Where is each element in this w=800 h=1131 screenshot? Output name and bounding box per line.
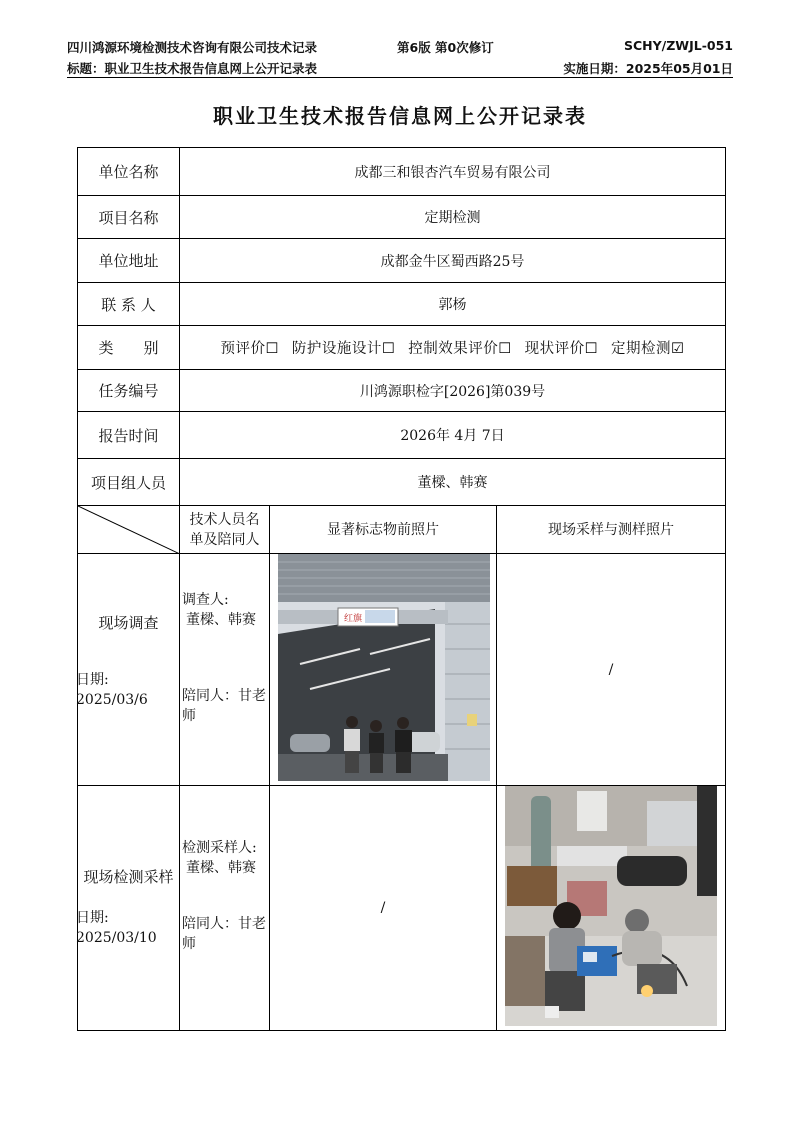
col-site-photo-header: 现场采样与测样照片 bbox=[497, 506, 726, 554]
diagonal-header-cell bbox=[78, 506, 180, 554]
survey-site-photo-cell: / bbox=[497, 554, 726, 786]
version-label: 第6版 第0次修订 bbox=[397, 40, 494, 55]
value-report-time: 2026年 4月 7日 bbox=[180, 412, 726, 459]
survey-stage-label: 现场调查 bbox=[98, 614, 159, 632]
row-site-sampling bbox=[78, 786, 726, 1031]
label-project-name: 项目名称 bbox=[78, 196, 180, 239]
col-sign-photo-header: 显著标志物前照片 bbox=[270, 506, 497, 554]
effective-date: 实施日期：2025年05月01日 bbox=[563, 61, 733, 76]
survey-sign-photo-cell bbox=[270, 554, 497, 786]
survey-date: 2025/03/6 bbox=[76, 692, 148, 708]
sampling-site-photo-cell bbox=[497, 786, 726, 1031]
category-option-pre-eval: 预评价☐ bbox=[220, 341, 280, 357]
checked-checkbox-icon: ☑ bbox=[670, 341, 685, 357]
sampling-staff-cell bbox=[180, 786, 270, 1031]
sampling-date-label: 日期: bbox=[76, 910, 109, 926]
label-report-time: 报告时间 bbox=[78, 412, 180, 459]
diagonal-line-icon bbox=[78, 506, 180, 554]
checkbox-icon: ☐ bbox=[498, 341, 512, 357]
row-contact bbox=[78, 283, 726, 326]
doc-code: SCHY/ZWJL-051 bbox=[623, 38, 733, 53]
row-category bbox=[78, 326, 726, 370]
label-contact: 联 系 人 bbox=[78, 283, 180, 326]
label-unit-address: 单位地址 bbox=[78, 239, 180, 283]
category-option-status-eval: 现状评价☐ bbox=[524, 341, 599, 357]
sampling-companion-label: 陪同人：甘老 bbox=[182, 916, 266, 932]
survey-companion-label: 陪同人：甘老 bbox=[182, 688, 266, 704]
category-option-periodic: 定期检测☑ bbox=[610, 341, 685, 357]
survey-staff: 董樑、韩赛 bbox=[186, 612, 256, 628]
label-task-no: 任务编号 bbox=[78, 370, 180, 412]
survey-staff-cell bbox=[180, 554, 270, 786]
label-unit-name: 单位名称 bbox=[78, 148, 180, 196]
row-project-name bbox=[78, 196, 726, 239]
checkbox-icon: ☐ bbox=[584, 341, 599, 357]
value-task-no: 川鸿源职检字[2026]第039号 bbox=[180, 370, 726, 412]
row-team bbox=[78, 459, 726, 506]
row-report-time bbox=[78, 412, 726, 459]
svg-text:红旗: 红旗 bbox=[344, 614, 363, 624]
row-unit-address bbox=[78, 239, 726, 283]
header-divider bbox=[67, 77, 733, 78]
category-option-protection-design: 防护设施设计☐ bbox=[291, 341, 396, 357]
value-contact: 郭杨 bbox=[180, 283, 726, 326]
sampling-staff: 董樑、韩赛 bbox=[186, 860, 256, 876]
survey-staff-label: 调查人: bbox=[182, 592, 229, 608]
sampling-companion-tail: 师 bbox=[182, 936, 196, 952]
value-project-name: 定期检测 bbox=[180, 196, 726, 239]
row-site-survey bbox=[78, 554, 726, 786]
checkbox-icon: ☐ bbox=[381, 341, 396, 357]
sampling-stage-cell bbox=[78, 786, 180, 1031]
subject-label: 标题：职业卫生技术报告信息网上公开记录表 bbox=[67, 61, 318, 76]
sampling-date: 2025/03/10 bbox=[76, 930, 157, 946]
category-option-control-eval: 控制效果评价☐ bbox=[408, 341, 512, 357]
building-sign-photo bbox=[270, 554, 497, 781]
label-category: 类 别 bbox=[78, 326, 180, 370]
row-photo-header bbox=[78, 506, 726, 554]
sampling-work-photo bbox=[497, 786, 726, 1026]
company-record-label: 四川鸿源环境检测技术咨询有限公司技术记录 bbox=[67, 40, 318, 55]
row-task-no bbox=[78, 370, 726, 412]
label-team: 项目组人员 bbox=[78, 459, 180, 506]
document-title: 职业卫生技术报告信息网上公开记录表 bbox=[213, 104, 587, 128]
sampling-sign-photo-cell: / bbox=[270, 786, 497, 1031]
category-options bbox=[180, 326, 726, 370]
value-team: 董樑、韩赛 bbox=[180, 459, 726, 506]
sampling-staff-label: 检测采样人: bbox=[182, 840, 257, 856]
row-unit-name bbox=[78, 148, 726, 196]
checkbox-icon: ☐ bbox=[265, 341, 280, 357]
col-staff-header: 技术人员名单及陪同人 bbox=[180, 506, 270, 554]
survey-companion-tail: 师 bbox=[182, 708, 196, 724]
value-unit-address: 成都金牛区蜀西路25号 bbox=[180, 239, 726, 283]
survey-date-label: 日期: bbox=[76, 672, 109, 688]
value-unit-name: 成都三和银杏汽车贸易有限公司 bbox=[180, 148, 726, 196]
sampling-stage-label: 现场检测采样 bbox=[83, 868, 174, 886]
record-table bbox=[77, 147, 726, 1031]
survey-stage-cell bbox=[78, 554, 180, 786]
